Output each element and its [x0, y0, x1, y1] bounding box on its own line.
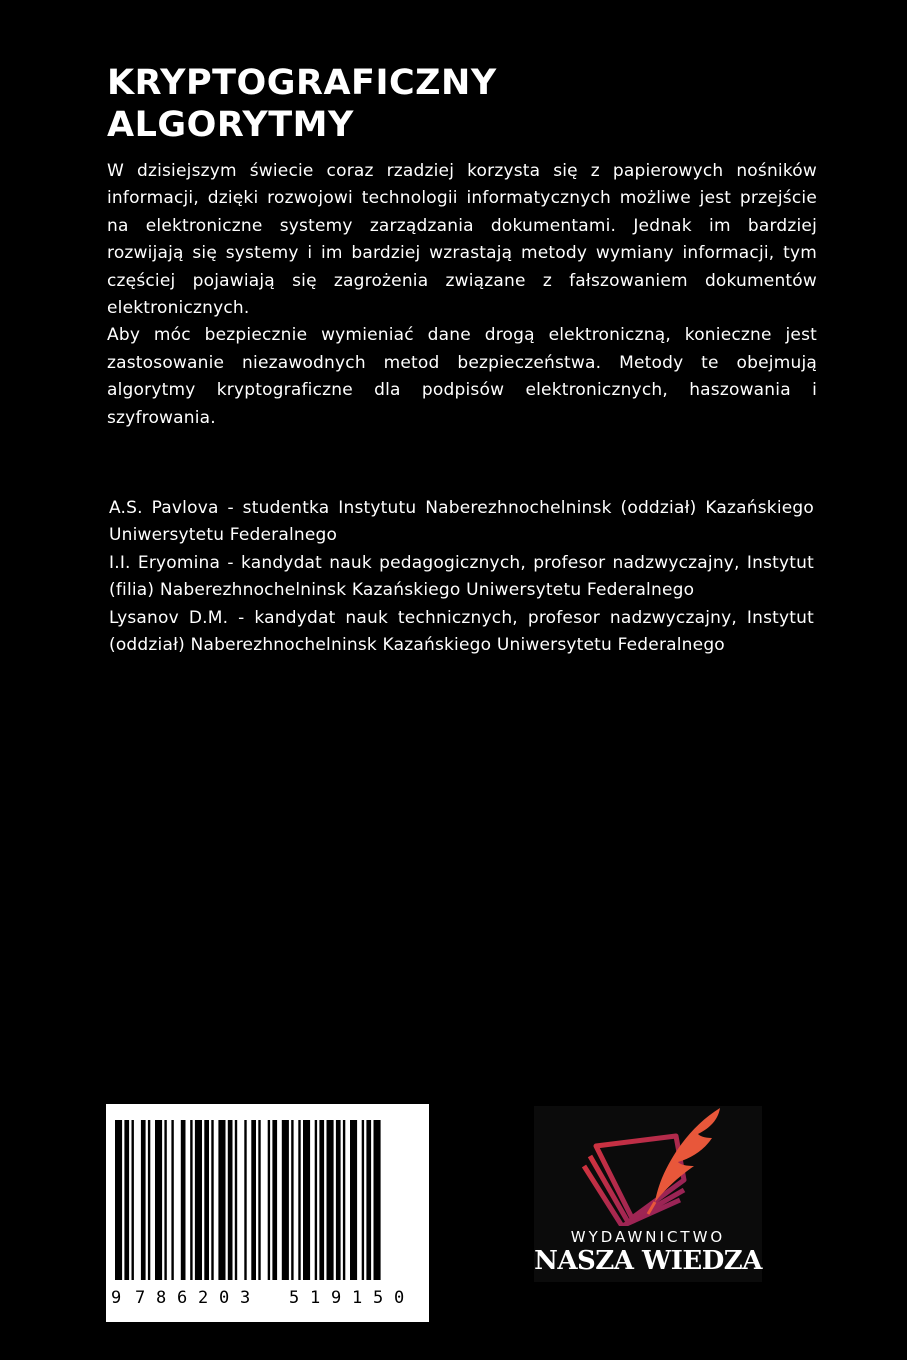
barcode-bar	[282, 1120, 289, 1280]
barcode-bar	[218, 1120, 225, 1280]
publisher-label: WYDAWNICTWO	[570, 1228, 726, 1246]
barcode-bar	[141, 1120, 146, 1280]
publisher-logo	[534, 1106, 762, 1282]
barcode-bar	[235, 1120, 237, 1280]
description-paragraph-1: W dzisiejszym świecie coraz rzadziej korzysta się z papierowych nośników informacji, dzięki rozwojowi technologii informatycznych możliwe jest przejście na elektroniczne systemy zarządzania dokumentami. Jednak im bardziej rozwijają się systemy i im bardziej wzrastają metody wymiany informacji, tym częściej pojawiają się zagrożenia związane z fałszowaniem dokumentów elektronicznych.	[107, 161, 817, 319]
barcode-bar	[272, 1120, 277, 1280]
barcode-digit: 8	[156, 1288, 167, 1308]
barcode-bar	[195, 1120, 202, 1280]
book-title	[107, 62, 807, 146]
description-paragraph-2: Aby móc bezpiecznie wymieniać dane drogą elektroniczną, konieczne jest zastosowanie niezawodnych metod bezpieczeństwa. Metody te obejmują algorytmy kryptograficzne dla podpisów elektronicznych, haszowania i szyfrowania.	[107, 325, 817, 428]
barcode-bar	[374, 1120, 381, 1280]
barcode-digit: 9	[331, 1288, 342, 1308]
book-quill-logo-icon	[534, 1106, 762, 1226]
barcode-digit: 0	[219, 1288, 230, 1308]
barcode-bar	[366, 1120, 371, 1280]
barcode-digit: 1	[310, 1288, 321, 1308]
author-entry-3: Lysanov D.M. - kandydat nauk technicznych, profesor nadzwyczajny, Instytut (oddział) Naberezhnochelninsk Kazańskiego Uniwersytetu Federalnego	[109, 607, 814, 656]
barcode-digit: 2	[198, 1288, 209, 1308]
barcode-bar	[343, 1120, 345, 1280]
barcode-digit: 0	[394, 1288, 405, 1308]
barcode-bar	[268, 1120, 270, 1280]
barcode-bars	[115, 1120, 381, 1280]
barcode-bar	[298, 1120, 300, 1280]
barcode-bar	[350, 1120, 357, 1280]
title-line-1: KRYPTOGRAFICZNY	[107, 63, 497, 103]
author-entry-2: I.I. Eryomina - kandydat nauk pedagogicznych, profesor nadzwyczajny, Instytut (filia) Naberezhnochelninsk Kazańskiego Uniwersytetu Federalnego	[109, 552, 814, 601]
barcode-bar	[362, 1120, 364, 1280]
barcode-bar	[303, 1120, 310, 1280]
publisher-name: NASZA WIEDZA	[534, 1246, 762, 1276]
barcode-bar	[291, 1120, 293, 1280]
barcode-bar	[336, 1120, 341, 1280]
barcode-bar	[190, 1120, 192, 1280]
barcode-digit: 1	[352, 1288, 363, 1308]
barcode-digit: 3	[240, 1288, 251, 1308]
barcode-bar	[244, 1120, 246, 1280]
barcode-digit: 6	[177, 1288, 188, 1308]
barcode-bar	[327, 1120, 334, 1280]
author-list	[109, 495, 814, 659]
author-entry-1: A.S. Pavlova - studentka Instytutu Naberezhnochelninsk (oddział) Kazańskiego Uniwersytetu Federalnego	[109, 498, 814, 546]
barcode-bar	[258, 1120, 260, 1280]
barcode-bar	[228, 1120, 233, 1280]
barcode-digits	[111, 1288, 404, 1308]
book-description	[107, 158, 817, 432]
barcode-bar	[115, 1120, 122, 1280]
barcode-bar	[124, 1120, 129, 1280]
barcode-digit: 9	[111, 1288, 122, 1308]
barcode-icon	[106, 1104, 429, 1322]
barcode-bar	[132, 1120, 134, 1280]
barcode-bar	[319, 1120, 324, 1280]
barcode-digit: 5	[373, 1288, 384, 1308]
barcode-bar	[204, 1120, 209, 1280]
barcode-bar	[211, 1120, 213, 1280]
isbn-barcode	[106, 1104, 429, 1322]
barcode-bar	[251, 1120, 256, 1280]
barcode-digit: 5	[289, 1288, 300, 1308]
barcode-bar	[164, 1120, 166, 1280]
barcode-digit: 7	[135, 1288, 146, 1308]
barcode-bar	[315, 1120, 317, 1280]
barcode-bar	[148, 1120, 150, 1280]
barcode-bar	[155, 1120, 162, 1280]
barcode-bar	[181, 1120, 186, 1280]
barcode-bar	[171, 1120, 173, 1280]
title-line-2: ALGORYTMY	[107, 105, 354, 145]
